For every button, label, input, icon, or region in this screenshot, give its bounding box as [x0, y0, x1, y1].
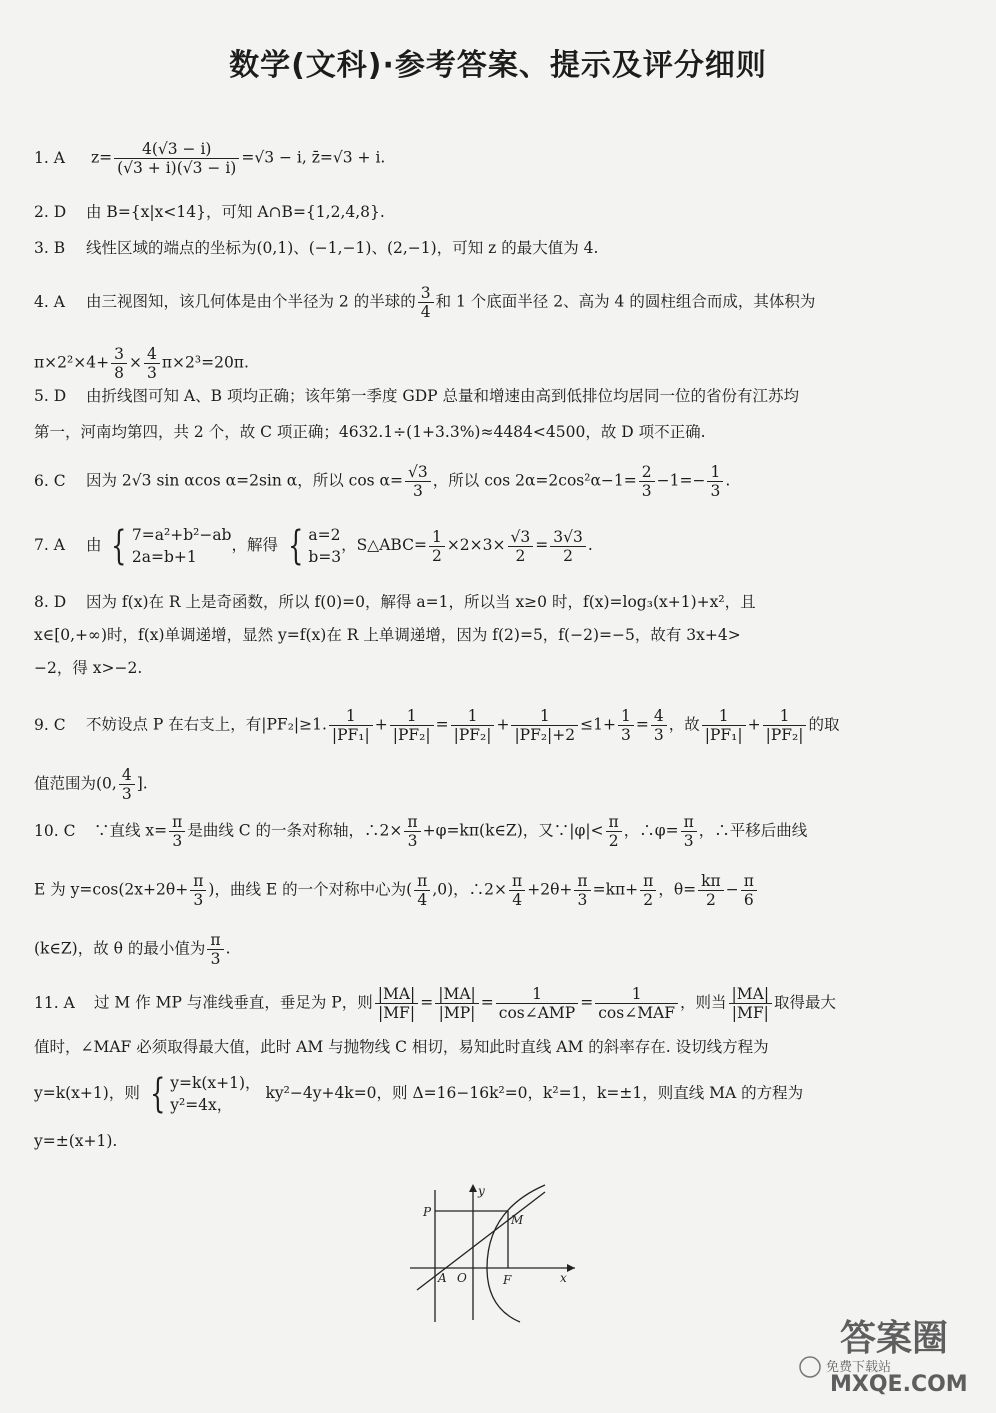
- answer-text: x∈[0,+∞)时，f(x)单调递增，显然 y=f(x)在 R 上单调递增，因为 f(2)=5，f(−2)=−5，故有 3x+4>: [34, 626, 741, 644]
- answer-2: [34, 201, 960, 223]
- answer-number: 8. D: [34, 593, 67, 611]
- label-a: A: [438, 1271, 447, 1285]
- math-text: =√3 − i, z̄=√3 + i.: [241, 148, 386, 167]
- answer-text: 由三视图知，该几何体是由个半径为 2 的半球的: [86, 292, 416, 311]
- label-p: P: [423, 1205, 432, 1219]
- answer-9: 9. C 不妨设点 P 在右支上，有|PF₂|≥1. $\frac{1}{\text{|PF₁|}}$ + $\frac{1}{\text{|PF₂|}}$ = $\frac{1}{\text{|PF₂|}}$ + $\frac{1}{\text{|PF₂|+2}}$ ≤1+ $\frac{1}{3}$ = $\frac{4}{3}$ ，故 $\frac{1}{\text{|PF₁|}}$ + $\frac{1}{\text{|PF₂|}}$ 的取 值范围为(0, $\frac{4}{3}$ ].: [34, 707, 840, 803]
- answer-3: [34, 237, 960, 259]
- answer-text: 由 B={x|x<14}，可知 A∩B={1,2,4,8}.: [86, 203, 385, 221]
- fraction: $\frac{3}{4}$: [418, 284, 434, 321]
- answer-text: 和 1 个底面半径 2、高为 4 的圆柱组合而成，其体积为: [435, 292, 816, 311]
- answer-number: 9. C: [34, 715, 66, 734]
- answer-number: 2. D: [34, 203, 67, 221]
- answer-11: 11. A 过 M 作 MP 与准线垂直，垂足为 P，则 $\frac{|MA|}{|MF|}$ = $\frac{|MA|}{|MP|}$ = $\frac{1}{\text{cos∠AMP}}$ = $\frac{1}{\text{cos∠MAF}}$ ，则当 $\frac{|MA|}{|MF|}$ 取得最大 值时，∠MAF 必须取得最大值，此时 AM 与抛物线 C 相切，易知此时直线 AM 的斜率存在. 设切线方程为 y=k(x+1)，则 { y=k(x+1)， y²=4x， ky²−4y+4k=0，则 Δ=16−16k²=0，k²=1，k=±1，则直线 MA 的方程为 y=±(x+1).: [34, 985, 837, 1150]
- answer-text: 值时，∠MAF 必须取得最大值，此时 AM 与抛物线 C 相切，易知此时直线 AM 的斜率存在. 设切线方程为: [34, 1038, 769, 1056]
- fraction: $\frac{4(√3 - i)}{(√3 + i)(√3 - i)}$: [114, 140, 239, 177]
- equation-system: { y=k(x+1)， y²=4x，: [149, 1071, 261, 1117]
- answer-text: 因为 f(x)在 R 上是奇函数，所以 f(0)=0，解得 a=1，所以当 x≥0 时，f(x)=log₃(x+1)+x²，且: [86, 593, 756, 611]
- math-text: z=: [90, 148, 113, 167]
- watermark-title: 答案圈: [840, 1318, 949, 1359]
- answer-5: [34, 385, 960, 443]
- answer-text: −2，得 x>−2.: [34, 659, 143, 677]
- answer-1: [34, 140, 960, 177]
- equation-system: { 7=a²+b²−ab 2a=b+1: [111, 523, 232, 569]
- answer-number: 11. A: [34, 993, 75, 1012]
- equation-system: { a=2 b=3: [288, 523, 342, 569]
- answer-number: 5. D: [34, 387, 67, 405]
- answer-number: 1. A: [34, 148, 65, 167]
- answer-number: 3. B: [34, 239, 66, 257]
- answer-text: 线性区域的端点的坐标为(0,1)、(−1,−1)、(2,−1)，可知 z 的最大值为 4.: [86, 239, 599, 257]
- x-axis-arrow: [567, 1264, 575, 1272]
- watermark-url: MXQE.COM: [830, 1372, 968, 1395]
- answer-6: 6. C 因为 2√3 sin αcos α=2sin α，所以 cos α= $\frac{√3}{3}$ ，所以 cos 2α=2cos²α−1= $\frac{2}{3}$ −1=− $\frac{1}{3}$ .: [34, 463, 731, 500]
- label-f: F: [503, 1273, 512, 1287]
- tangent-line-am: [417, 1192, 545, 1290]
- y-axis-arrow: [469, 1184, 477, 1192]
- answer-text: y=±(x+1).: [34, 1132, 118, 1150]
- answer-7: 7. A 由 { 7=a²+b²−ab 2a=b+1，解得 { a=2 b=3，S△ABC= $\frac{1}{2}$ ×2×3× $\frac{√3}{2}$ = $\frac{3√3}{2}$ .: [34, 523, 593, 569]
- parabola-curve: [487, 1185, 545, 1322]
- page-title: 数学(文科)·参考答案、提示及评分细则: [229, 48, 767, 83]
- watermark-sub: 免费下载站: [826, 1360, 892, 1375]
- label-o: O: [457, 1271, 467, 1285]
- label-x: x: [560, 1271, 567, 1285]
- answer-8: [34, 591, 960, 679]
- answer-text: 由折线图可知 A、B 项均正确；该年第一季度 GDP 总量和增速由高到低排位均居同一位的省份有江苏均: [86, 387, 800, 405]
- parabola-figure: [405, 1180, 585, 1325]
- answer-10: 10. C ∵直线 x= $\frac{\pi}{3}$ 是曲线 C 的一条对称轴，∴2× $\frac{\pi}{3}$ +φ=kπ(k∈Z)，又∵|φ|< $\frac{\pi}{2}$ ，∴φ= $\frac{\pi}{3}$ ，∴平移后曲线 E 为 y=cos(2x+2θ+ $\frac{\pi}{3}$ )，曲线 E 的一个对称中心为( $\frac{\pi}{4}$ ,0)，∴2× $\frac{\pi}{4}$ +2θ+ $\frac{\pi}{3}$ =kπ+ $\frac{\pi}{2}$ ，θ= $\frac{k\pi}{2}$ − $\frac{\pi}{6}$ (k∈Z)，故 θ 的最小值为 $\frac{\pi}{3}$ .: [34, 813, 808, 968]
- answer-text: 第一，河南均第四，共 2 个，故 C 项正确；4632.1÷(1+3.3%)≈4484<4500，故 D 项不正确.: [34, 423, 706, 441]
- wechat-icon: [800, 1357, 820, 1377]
- answer-number: 10. C: [34, 821, 76, 840]
- watermark-logo: [790, 1305, 970, 1395]
- answer-number: 6. C: [34, 471, 66, 490]
- answer-4: 4. A 由三视图知，该几何体是由个半径为 2 的半球的 $\frac{3}{4}$ 和 1 个底面半径 2、高为 4 的圆柱组合而成，其体积为 π×2²×4+ $\frac{3}{8}$ × $\frac{4}{3}$ π×2³=20π.: [34, 284, 816, 382]
- answer-number: 4. A: [34, 292, 65, 311]
- label-m: M: [511, 1213, 524, 1227]
- label-y: y: [478, 1184, 485, 1198]
- answer-number: 7. A: [34, 536, 65, 554]
